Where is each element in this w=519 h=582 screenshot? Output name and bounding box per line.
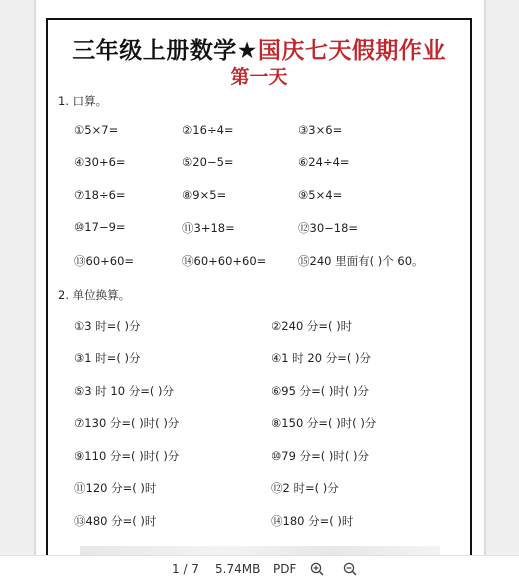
file-size: 5.74MB [215, 562, 261, 576]
exercise-item: ④30+6= [74, 155, 126, 169]
exercise-item: ⑥95 分=( )时( )分 [271, 384, 369, 398]
exercise-item: ②16÷4= [182, 123, 234, 137]
exercise-item: ⑭60+60+60= [182, 254, 267, 268]
exercise-item: ⑦18÷6= [74, 188, 126, 202]
exercise-item: ⑫2 时=( )分 [271, 481, 339, 495]
exercise-item: ⑦130 分=( )时( )分 [74, 416, 180, 430]
exercise-item: ⑫30−18= [298, 221, 359, 235]
section-heading: 2. 单位换算。 [58, 288, 131, 302]
zoom-out-icon[interactable] [343, 562, 357, 576]
exercise-item: ⑥24÷4= [298, 155, 350, 169]
file-type: PDF [273, 562, 297, 576]
exercise-item: ③1 时=( )分 [74, 351, 141, 365]
exercise-item: ③3×6= [298, 123, 343, 137]
exercise-item: ⑬480 分=( )时 [74, 514, 157, 528]
exercise-item: ⑭180 分=( )时 [271, 514, 354, 528]
faded-next-line [80, 546, 440, 555]
exercise-item: ⑩79 分=( )时( )分 [271, 449, 369, 463]
exercise-item: ⑩17−9= [74, 220, 126, 234]
exercise-item: ⑪3+18= [182, 221, 235, 235]
title-red: 国庆七天假期作业 [257, 38, 446, 64]
section-heading: 1. 口算。 [58, 94, 108, 108]
page-subtitle: 第一天 [230, 66, 288, 88]
page-title [48, 32, 470, 65]
viewer-toolbar [0, 555, 519, 582]
exercise-item: ⑤3 时 10 分=( )分 [74, 384, 174, 398]
page-indicator: 1 / 7 [172, 562, 199, 576]
exercise-item: ⑬60+60= [74, 254, 135, 268]
exercise-item: ①3 时=( )分 [74, 319, 141, 333]
document-page [36, 0, 484, 555]
title-black: 三年级上册数学★ [72, 38, 258, 64]
exercise-item: ⑮240 里面有( )个 60。 [298, 254, 424, 268]
exercise-item: ⑪120 分=( )时 [74, 481, 157, 495]
exercise-item: ⑧9×5= [182, 188, 227, 202]
exercise-item: ②240 分=( )时 [271, 319, 353, 333]
exercise-item: ⑨5×4= [298, 188, 343, 202]
exercise-item: ⑤20−5= [182, 155, 234, 169]
exercise-item: ①5×7= [74, 123, 119, 137]
exercise-item: ⑨110 分=( )时( )分 [74, 449, 180, 463]
exercise-item: ④1 时 20 分=( )分 [271, 351, 371, 365]
zoom-in-icon[interactable] [310, 562, 324, 576]
page-border [46, 18, 472, 555]
exercise-item: ⑧150 分=( )时( )分 [271, 416, 377, 430]
page-shadow-right [484, 0, 486, 555]
